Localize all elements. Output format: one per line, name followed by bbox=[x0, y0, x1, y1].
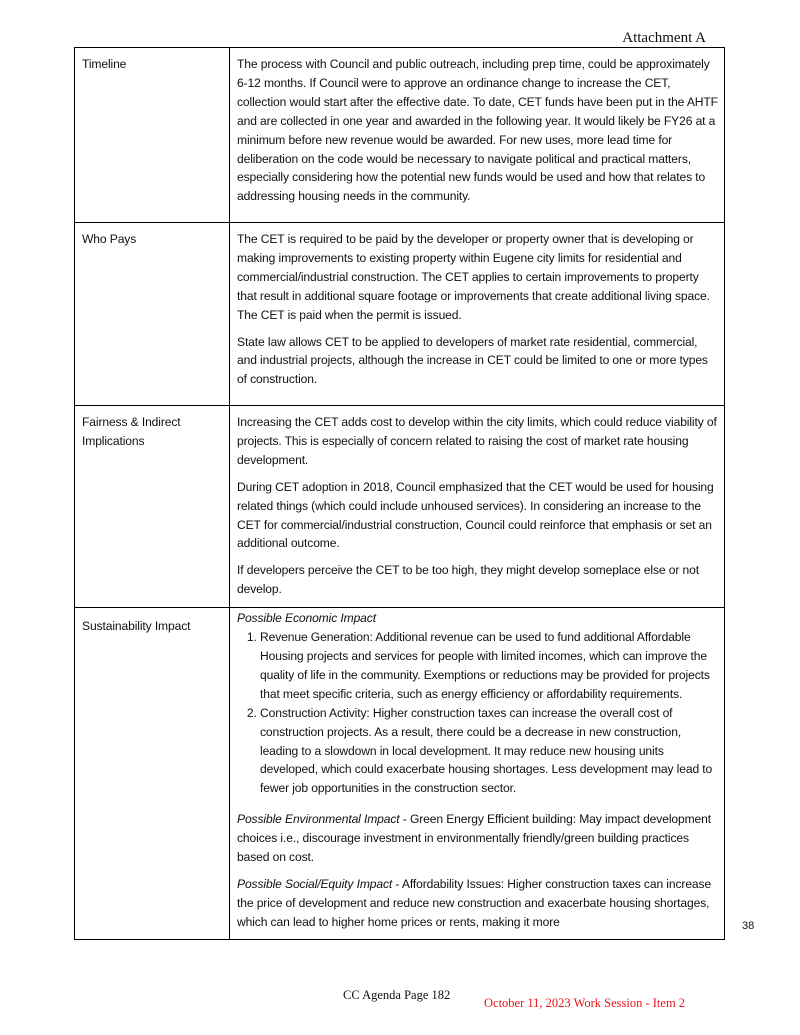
list-item: 2. Construction Activity: Higher construction taxes can increase the overall cost of construction projects. As a result, there could be a decrease in new construction, leading to a slowdown in local development. It may reduce new housing units developed, which could exacerbate housing shortages. Less development may lead to fewer job opportunities in the construction sector. bbox=[260, 704, 718, 799]
paragraph: If developers perceive the CET to be too high, they might develop someplace else or not develop. bbox=[237, 563, 699, 597]
economic-heading: Possible Economic Impact bbox=[237, 611, 376, 626]
environmental-paragraph bbox=[237, 810, 718, 867]
row-content bbox=[230, 48, 725, 223]
cet-table bbox=[74, 47, 725, 940]
session-stamp: October 11, 2023 Work Session - Item 2 bbox=[484, 996, 686, 1010]
table-row-timeline bbox=[75, 48, 725, 223]
row-content bbox=[230, 608, 725, 940]
row-content bbox=[230, 223, 725, 406]
row-label: Who Pays bbox=[75, 223, 230, 406]
attachment-label: Attachment A bbox=[622, 30, 706, 46]
agenda-page: CC Agenda Page 182 bbox=[343, 988, 451, 1002]
social-paragraph bbox=[237, 875, 718, 932]
social-text: - Affordability Issues: Higher construction taxes can increase the price of development and reduce new construction and exacerbate housing shortages, which can lead to higher home prices or rents, making it more bbox=[237, 876, 712, 929]
row-label: Timeline bbox=[75, 48, 230, 223]
paragraph: State law allows CET to be applied to developers of market rate residential, commercial, and industrial projects, although the increase in CET could be limited to one or more types of construction. bbox=[237, 334, 708, 387]
social-heading: Possible Social/Equity Impact bbox=[237, 876, 393, 891]
environmental-heading: Possible Environmental Impact bbox=[237, 812, 400, 827]
row-label: Fairness & Indirect Implications bbox=[75, 406, 230, 608]
row-label: Sustainability Impact bbox=[75, 608, 230, 940]
table-row-who-pays bbox=[75, 223, 725, 406]
paragraph: The CET is required to be paid by the developer or property owner that is developing or making improvements to existing property within Eugene city limits for residential and commercial/industrial construction. The CET applies to certain improvements to property that result in additional square footage or improvements that create additional living space. The CET is paid when the permit is issued. bbox=[237, 232, 710, 322]
paragraph: The process with Council and public outreach, including prep time, could be approximately 6-12 months. If Council were to approve an ordinance change to increase the CET, collection would start after the effective date. To date, CET funds have been put in the AHTF and are collected in one year and awarded in the following year. It would likely be FY26 at a minimum before new revenue would be awarded. For new uses, more lead time for deliberation on the code would be necessary to navigate political and practical matters, especially considering how the potential new funds would be used and how that relates to addressing housing needs in the community. bbox=[237, 57, 718, 204]
table-row-sustainability bbox=[75, 608, 725, 940]
list-item: 1. Revenue Generation: Additional revenue can be used to fund additional Affordable Housing projects and services for people with limited incomes, which can improve the quality of life in the community. Exemptions or reductions may be provided for projects that meet specific criteria, such as energy efficiency or affordability requirements. bbox=[260, 628, 718, 704]
paragraph: During CET adoption in 2018, Council emphasized that the CET would be used for housing related things (which could include unhoused services). In considering an increase to the CET for commercial/industrial construction, Council could reinforce that emphasis or set an additional outcome. bbox=[237, 479, 714, 551]
table-row-fairness bbox=[75, 406, 725, 608]
paragraph: Increasing the CET adds cost to develop within the city limits, which could reduce viability of projects. This is especially of concern related to raising the cost of market rate housing development. bbox=[237, 415, 717, 467]
row-content bbox=[230, 406, 725, 608]
page-number: 38 bbox=[742, 920, 755, 932]
economic-list bbox=[237, 628, 718, 798]
environmental-text: - Green Energy Efficient building: May impact development choices i.e., discourage investment in environmentally friendly/green building practices based on cost. bbox=[237, 812, 712, 865]
